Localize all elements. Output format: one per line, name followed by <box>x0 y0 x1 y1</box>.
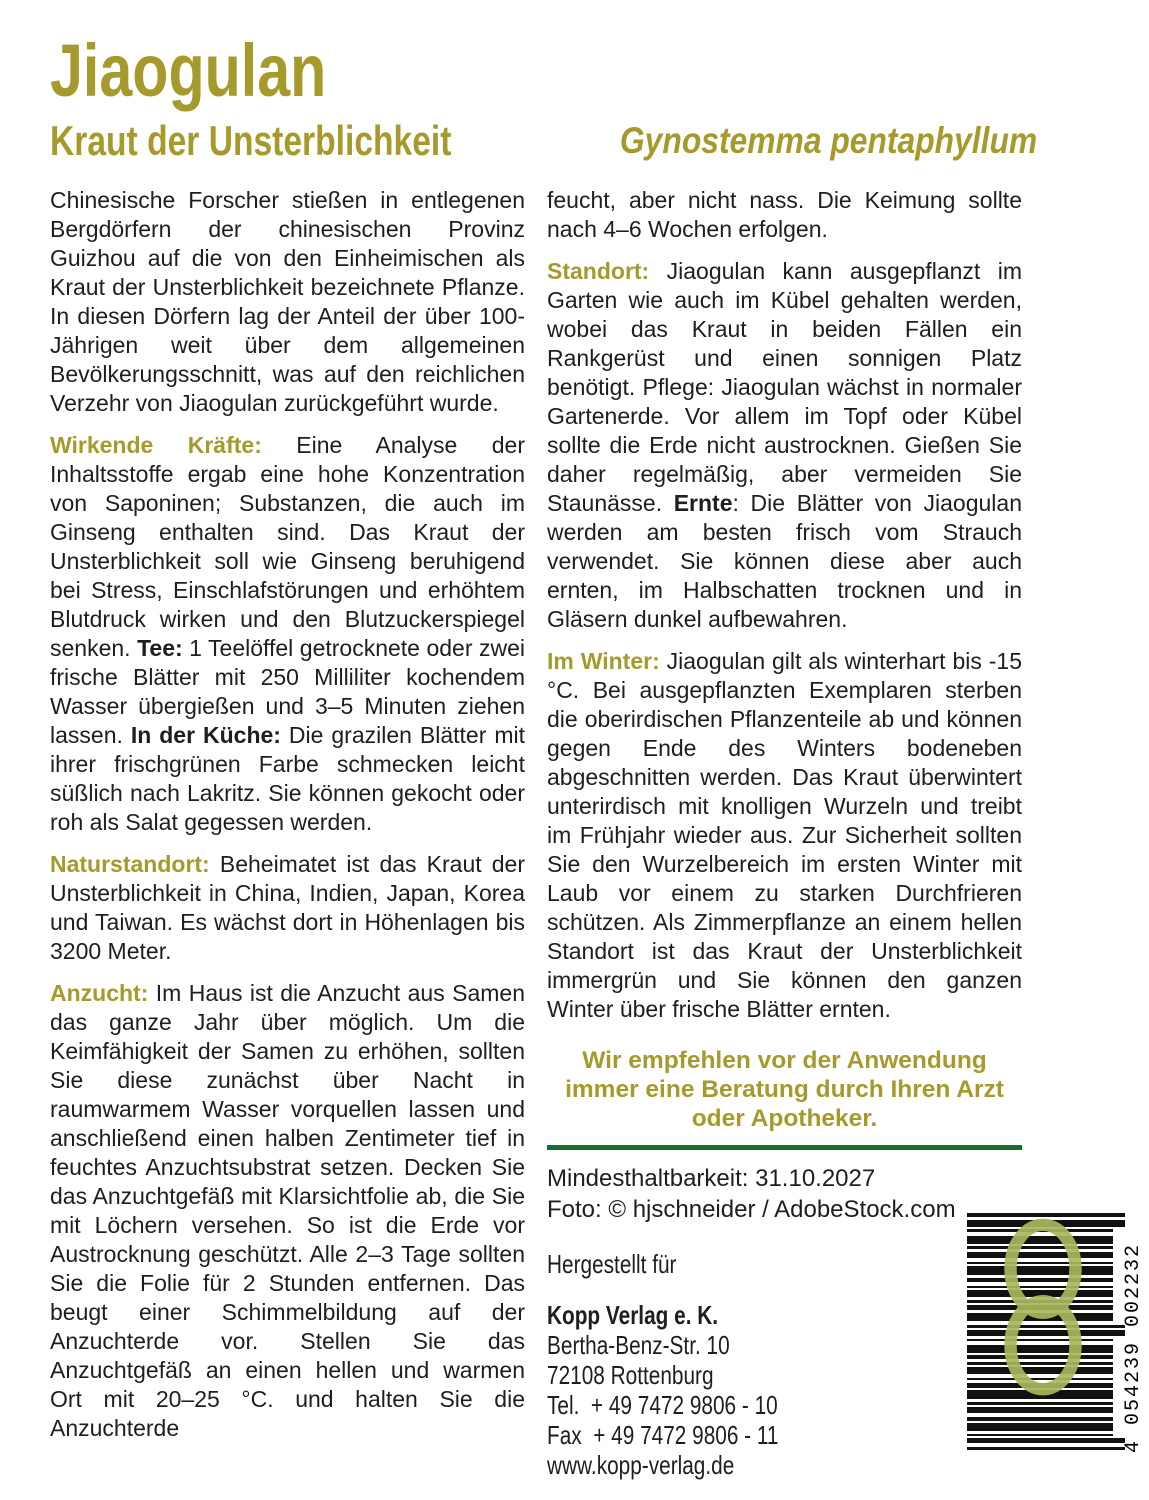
producer-tel: Tel. + 49 7472 9806 - 10 <box>547 1390 778 1420</box>
text-segment: Beheimatet ist das Kraut der Unsterblichkeit in China, Indien, Japan, Korea und Taiwan. Es wächst dort in Höhenlagen bis 3200 Meter. <box>50 851 525 964</box>
barcode-bar <box>967 1438 1125 1443</box>
producer-name: Kopp Verlag e. K. <box>547 1300 719 1330</box>
barcode-bar <box>967 1423 1113 1431</box>
section-heading: Standort: <box>547 258 650 284</box>
text-segment: Im Haus ist die Anzucht aus Samen das ganze Jahr über möglich. Um die Keimfähigkeit der Samen zu erhöhen, sollten Sie diese zunächst über Nacht in raumwarmem Wasser vorquellen lassen und anschließend einen halben Zentimeter tief in feuchtes Anzuchtsubstrat setzen. Decken Sie das Anzuchtgefäß mit Klarsichtfolie ab, die Sie mit Löchern versehen. So ist die Erde vor Austrocknung geschützt. Alle 2–3 Tage sollten Sie die Folie für 2 Stunden entfernen. Das beugt einer Schimmelbildung auf der Anzuchterde vor. Stellen Sie das Anzuchtgefäß an einen hellen und warmen Ort mit 20–25 °C. und halten Sie die Anzuchterde <box>50 980 525 1441</box>
right-column <box>547 186 1145 1480</box>
text-segment: : Die Blätter von Jiaogulan werden am besten frisch vom Strauch verwendet. Sie können diese aber auch ernten, im Halbschatten trocknen und in Gläsern dunkel aufbewahren. <box>547 490 1022 632</box>
section-heading: Naturstandort: <box>50 851 210 877</box>
right-column-paragraphs <box>547 186 1022 1024</box>
text-columns <box>50 186 1145 1480</box>
photo-credit: Foto: © hjschneider / AdobeStock.com <box>547 1196 956 1223</box>
section-heading: Im Winter: <box>547 648 660 674</box>
producer-city: 72108 Rottenburg <box>547 1360 714 1390</box>
barcode <box>967 1213 1149 1453</box>
text-segment: Jiaogulan gilt als winterhart bis -15 °C. Bei ausgepflanzten Exemplaren sterben die oberirdischen Pflanzenteile ab und können gegen Ende des Winters bodeneben abgeschnitten werden. Das Kraut überwintert unterirdisch mit knolligen Wurzeln und treibt im Frühjahr wieder aus. Zur Sicherheit sollten Sie den Wurzelbereich im ersten Winter mit Laub vor einem zu starken Durchfrieren schützen. Als Zimmerpflanze an einem hellen Standort ist das Kraut der Unsterblichkeit immergrün und Sie können den ganzen Winter über frische Blätter ernten. <box>547 648 1022 1022</box>
producer-intro: Hergestellt für <box>547 1249 677 1279</box>
barcode-bar <box>967 1434 1113 1436</box>
barcode-bar <box>967 1447 1125 1450</box>
advisory-note: Wir empfehlen vor der Anwendung immer eine Beratung durch Ihren Arzt oder Apotheker. <box>565 1047 1004 1132</box>
barcode-number: 4 054239 002232 <box>1122 1242 1145 1453</box>
section-heading: Anzucht: <box>50 980 149 1006</box>
paragraph <box>547 257 1022 634</box>
title-block <box>50 29 552 164</box>
barcode-bar <box>967 1402 1113 1405</box>
paragraph <box>547 186 1022 244</box>
barcode-bar <box>967 1417 1113 1421</box>
producer-row <box>547 1242 1145 1480</box>
producer-fax: Fax + 49 7472 9806 - 11 <box>547 1420 779 1450</box>
text-segment: Ernte <box>673 490 733 516</box>
producer-street: Bertha-Benz-Str. 10 <box>547 1330 730 1360</box>
paragraph <box>547 647 1022 1024</box>
shelf-life: Mindesthaltbarkeit: 31.10.2027 <box>547 1165 876 1192</box>
paragraph <box>50 979 525 1443</box>
page-title: Jiaogulan <box>50 29 327 112</box>
producer-website: www.kopp-verlag.de <box>547 1450 735 1480</box>
paragraph <box>50 186 525 418</box>
barcode-bar <box>967 1407 1113 1413</box>
barcode-bar <box>967 1213 1125 1217</box>
paragraph <box>50 850 525 966</box>
text-segment: In der Küche: <box>130 722 281 748</box>
page-subtitle: Kraut der Unsterblichkeit <box>50 117 452 164</box>
botanical-name: Gynostemma pentaphyllum <box>619 120 1038 161</box>
producer-block <box>547 1249 883 1480</box>
divider-rule <box>547 1145 1022 1150</box>
paragraph <box>50 431 525 837</box>
text-segment: 1 Teelöffel getrocknete oder zwei frische Blätter mit 250 Milliliter kochendem Wasser übergießen und 3–5 Minuten ziehen lassen. <box>50 635 526 748</box>
text-segment: feucht, aber nicht nass. Die Keimung sollte nach 4–6 Wochen erfolgen. <box>547 187 1022 242</box>
text-segment: Jiaogulan kann ausgepflanzt im Garten wie auch im Kübel gehalten werden, wobei das Kraut in beiden Fällen ein Rankgerüst und einen sonnigen Platz benötigt. Pflege: Jiaogulan wächst in normaler Gartenerde. Vor allem im Topf oder Kübel sollte die Erde nicht austrocknen. Gießen Sie daher regelmäßig, aber vermeiden Sie Staunässe. <box>547 258 1022 516</box>
text-segment: Chinesische Forscher stießen in entlegenen Bergdörfern der chinesischen Provinz Guizhou auf die von den Einheimischen als Kraut der Unsterblichkeit bezeichnete Pflanze. In diesen Dörfern lag der Anteil der über 100-Jährigen weit über dem allgemeinen Bevölkerungsschnitt, was auf den reichlichen Verzehr von Jiaogulan zurückgeführt wurde. <box>50 187 525 416</box>
infinity-logo-icon <box>993 1221 1093 1393</box>
text-segment: Die grazilen Blätter mit ihrer frischgrünen Farbe schmecken leicht süßlich nach Lakritz. Sie können gekocht oder roh als Salat gegessen werden. <box>50 722 525 835</box>
section-heading: Wirkende Kräfte: <box>50 432 262 458</box>
left-column <box>50 186 525 1480</box>
header <box>50 29 1038 164</box>
text-segment: Eine Analyse der Inhaltsstoffe ergab eine hohe Konzentration von Saponinen; Substanzen, die auch im Ginseng enthalten sind. Das Kraut der Unsterblichkeit soll wie Ginseng beruhigend bei Stress, Einschlafstörungen und erhöhtem Blutdruck wirken und den Blutzuckerspiegel senken. <box>50 432 525 661</box>
text-segment: Tee: <box>137 635 183 661</box>
